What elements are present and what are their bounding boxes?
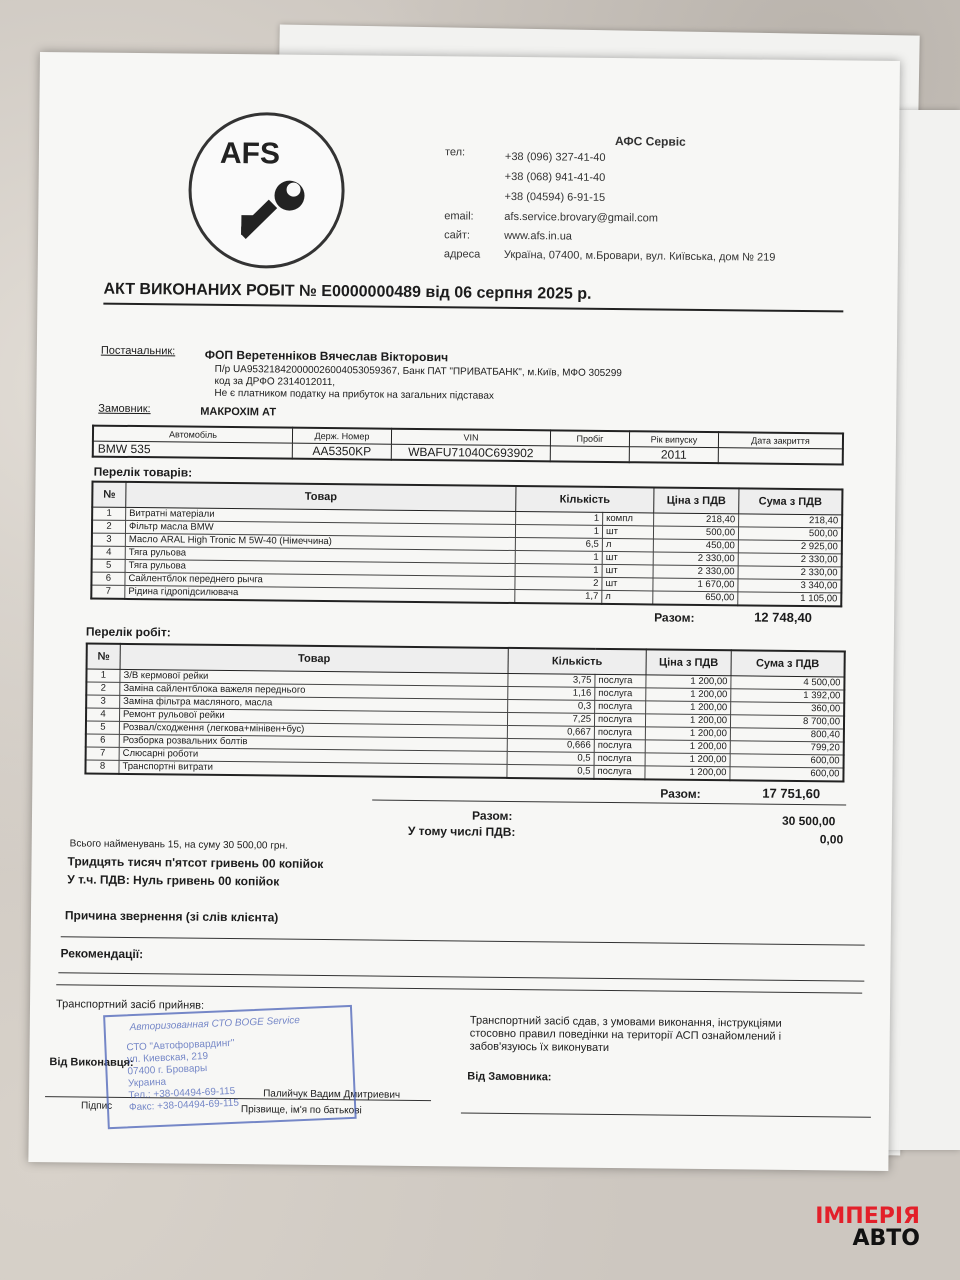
- document-sheet: [28, 52, 900, 1171]
- supplier-name: ФОП Веретенніков Вячеслав Вікторович: [204, 347, 449, 365]
- row-sum: 1 105,00: [738, 592, 842, 607]
- stamp-text: Тел.: +38-04494-69-115: [128, 1085, 236, 1102]
- row-sum: 800,40: [730, 728, 844, 742]
- recommendations-label: Рекомендації:: [60, 946, 144, 962]
- row-number: 2: [86, 682, 120, 695]
- car-header: Рік випуску: [629, 431, 718, 447]
- customer-name: МАКРОХІМ АТ: [200, 405, 277, 419]
- goods-total: 12 748,40: [754, 609, 813, 626]
- row-unit: послуга: [594, 765, 645, 779]
- row-sum: 3 340,00: [738, 579, 842, 593]
- row-number: 3: [92, 533, 126, 546]
- car-year: 2011: [629, 447, 718, 463]
- row-price: 1 200,00: [645, 753, 730, 767]
- row-unit: послуга: [594, 713, 645, 727]
- recommendations-line: [56, 984, 862, 993]
- stamp-text: ул. Киевская, 219: [126, 1050, 209, 1066]
- watermark-line2: АВТО: [852, 1226, 920, 1251]
- row-number: 5: [92, 559, 126, 572]
- row-qty: 1: [515, 525, 602, 539]
- row-price: 2 330,00: [653, 565, 738, 579]
- goods-header: Сума з ПДВ: [739, 488, 843, 515]
- summary-count: Всього найменувань 15, на суму 30 500,00 грн.: [69, 838, 288, 852]
- row-unit: компл: [603, 512, 654, 526]
- works-header: Кількість: [508, 648, 646, 675]
- supplier-bank: П/р UA953218420000026004053059367, Банк ПАТ "ПРИВАТБАНК", м.Київ, МФО 305299: [214, 363, 622, 380]
- signature-label: Підпис: [80, 1100, 113, 1112]
- row-qty: 2: [515, 577, 602, 591]
- car-header: Дата закриття: [718, 432, 843, 449]
- row-name: Розвал/сходження (легкова+мінівен+бус): [119, 721, 507, 738]
- row-price: 1 200,00: [646, 675, 731, 689]
- row-number: 7: [91, 585, 125, 599]
- car-vin: WBAFU71040C693902: [391, 444, 550, 461]
- summary-vat-label: У тому числі ПДВ:: [407, 823, 516, 840]
- handover-terms: Транспортний засіб сдав, з умовами виконання, інструкціями стосовно правил поведінки на території АСП ознайомлений і забов'язуюсь їх виконувати: [469, 1014, 782, 1055]
- reason-line: [61, 936, 865, 945]
- row-sum: 2 330,00: [738, 553, 842, 567]
- row-qty: 0,667: [507, 725, 594, 739]
- car-table: [92, 425, 844, 466]
- address-label: адреса: [443, 248, 481, 261]
- company-contacts: [444, 132, 846, 286]
- row-number: 2: [92, 520, 126, 533]
- row-number: 1: [92, 507, 126, 520]
- company-logo: [188, 112, 346, 270]
- site: www.afs.in.ua: [504, 229, 573, 243]
- stamp-text: Факс: +38-04494-69-115: [128, 1097, 240, 1114]
- watermark-logo: [796, 1206, 920, 1250]
- row-price: 2 330,00: [653, 552, 738, 566]
- row-name: Тяга рульова: [125, 546, 515, 563]
- row-price: 1 200,00: [646, 701, 731, 715]
- site-label: сайт:: [444, 229, 471, 242]
- row-name: Транспортні витрати: [119, 760, 507, 778]
- row-qty: 3,75: [508, 673, 595, 687]
- row-sum: 218,40: [739, 514, 843, 528]
- row-qty: 0,666: [507, 738, 594, 752]
- row-qty: 1: [516, 512, 603, 526]
- row-unit: шт: [602, 577, 653, 591]
- stamp-text: 07400 г. Бровары: [127, 1063, 208, 1078]
- email-label: email:: [444, 210, 474, 223]
- row-number: 4: [86, 708, 120, 721]
- row-unit: шт: [602, 525, 653, 539]
- row-number: 6: [91, 572, 125, 585]
- goods-header: №: [92, 482, 126, 508]
- summary-vat-words: У т.ч. ПДВ: Нуль гривень 00 копійок: [67, 872, 280, 889]
- row-unit: шт: [602, 551, 653, 565]
- works-section-title: Перелік робіт:: [85, 624, 171, 640]
- row-price: 1 200,00: [645, 714, 730, 728]
- company-name: АФС Сервіс: [615, 134, 686, 149]
- customer-label: Замовник:: [98, 402, 151, 416]
- row-number: 5: [86, 721, 120, 734]
- row-sum: 1 392,00: [731, 689, 845, 703]
- row-sum: 500,00: [738, 527, 842, 541]
- car-header: Автомобіль: [93, 426, 293, 444]
- row-name: Тяга рульова: [125, 559, 515, 576]
- title-divider: [103, 303, 843, 313]
- customer-sign-label: Від Замовника:: [467, 1070, 552, 1084]
- row-price: 218,40: [654, 513, 739, 527]
- row-sum: 360,00: [731, 702, 845, 716]
- goods-section-title: Перелік товарів:: [93, 464, 193, 480]
- works-table: [84, 643, 845, 783]
- row-sum: 4 500,00: [731, 676, 845, 690]
- car-header: Пробіг: [550, 430, 629, 446]
- customer-sign-line: [461, 1112, 871, 1117]
- works-total: 17 751,60: [762, 785, 821, 802]
- phone-label: тел:: [444, 146, 466, 159]
- row-name: З/В кермової рейки: [120, 669, 508, 686]
- row-price: 1 670,00: [653, 578, 738, 592]
- reason-label: Причина звернення (зі слів клієнта): [64, 908, 279, 925]
- row-name: Рідина гідропідсилювача: [125, 585, 515, 603]
- summary-total: 30 500,00: [781, 813, 836, 829]
- row-qty: 1,7: [515, 590, 602, 604]
- logo-text: AFS: [219, 136, 281, 171]
- works-total-label: Разом:: [660, 786, 701, 801]
- row-price: 500,00: [653, 526, 738, 540]
- row-name: Витратні матеріали: [126, 507, 516, 524]
- row-name: Заміна сайлентблока важеля переднього: [120, 682, 508, 699]
- row-qty: 6,5: [515, 538, 602, 552]
- executor-label: Від Виконавця:: [49, 1056, 134, 1070]
- row-sum: 2 330,00: [738, 566, 842, 580]
- name-label: Прізвище, ім'я по батькові: [240, 1104, 362, 1117]
- row-sum: 600,00: [730, 754, 844, 768]
- works-header: Ціна з ПДВ: [646, 649, 731, 675]
- supplier-code: код за ДРФО 2314012011,: [214, 375, 336, 389]
- works-header: №: [87, 644, 121, 670]
- goods-table: [90, 481, 843, 608]
- company-stamp: [103, 1005, 357, 1129]
- row-name: Розборка розвальних болтів: [119, 734, 507, 751]
- row-qty: 1: [515, 564, 602, 578]
- row-sum: 2 925,00: [738, 540, 842, 554]
- goods-header: Товар: [126, 482, 516, 512]
- row-qty: 1: [515, 551, 602, 565]
- row-price: 1 200,00: [645, 727, 730, 741]
- phone: +38 (04594) 6-91-15: [504, 190, 606, 204]
- goods-total-label: Разом:: [654, 610, 695, 625]
- car-mileage: [550, 446, 629, 462]
- row-qty: 0,5: [507, 751, 594, 765]
- car-close-date: [718, 448, 843, 465]
- stamp-text: Авторизованная СТО BOGE Service: [129, 1015, 301, 1034]
- row-name: Фільтр масла BMW: [125, 520, 515, 537]
- email: afs.service.brovary@gmail.com: [504, 210, 658, 225]
- stamp-text: СТО "Автофорвардинг": [126, 1037, 235, 1054]
- row-name: Слюсарні роботи: [119, 747, 507, 764]
- row-unit: послуга: [595, 687, 646, 701]
- works-header: Сума з ПДВ: [731, 650, 845, 677]
- row-unit: послуга: [594, 726, 645, 740]
- row-number: 7: [86, 747, 120, 760]
- summary-vat: 0,00: [819, 832, 844, 847]
- row-unit: л: [602, 590, 653, 604]
- recommendations-line: [58, 972, 864, 981]
- address: Україна, 07400, м.Бровари, вул. Київська, дом № 219: [503, 248, 776, 264]
- row-price: 1 200,00: [645, 740, 730, 754]
- car-header: VIN: [391, 429, 550, 446]
- row-unit: послуга: [594, 752, 645, 766]
- row-unit: шт: [602, 564, 653, 578]
- vehicle-accepted-label: Транспортний засіб прийняв:: [55, 998, 205, 1012]
- goods-header: Кількість: [516, 486, 654, 513]
- summary-total-label: Разом:: [471, 808, 513, 823]
- works-header: Товар: [120, 644, 508, 674]
- row-sum: 8 700,00: [730, 715, 844, 729]
- executor-name: Палийчук Вадим Дмитриевич: [263, 1088, 401, 1101]
- row-unit: л: [602, 538, 653, 552]
- row-number: 1: [86, 669, 120, 682]
- supplier-label: Постачальник:: [100, 344, 176, 358]
- row-price: 450,00: [653, 539, 738, 553]
- row-price: 1 200,00: [645, 766, 730, 780]
- summary-words: Тридцять тисяч п'ятсот гривень 00 копійок: [67, 854, 324, 872]
- row-qty: 0,3: [508, 699, 595, 713]
- stamp-text: Украина: [127, 1076, 167, 1090]
- row-name: Сайлентблок переднего рычга: [125, 572, 515, 589]
- row-number: 8: [85, 760, 119, 774]
- phone: +38 (096) 327-41-40: [504, 150, 606, 164]
- row-number: 6: [86, 734, 120, 747]
- car-model: BMW 535: [93, 441, 293, 459]
- car-header: Держ. Номер: [292, 428, 391, 445]
- row-price: 1 200,00: [646, 688, 731, 702]
- watermark-line1: ІМПЕРІЯ: [815, 1204, 920, 1229]
- phone: +38 (068) 941-41-40: [504, 170, 606, 184]
- row-qty: 7,25: [507, 712, 594, 726]
- row-name: Масло ARAL High Tronic M 5W-40 (Німеччина): [125, 533, 515, 550]
- row-unit: послуга: [595, 700, 646, 714]
- row-qty: 0,5: [507, 764, 594, 778]
- row-number: 4: [92, 546, 126, 559]
- supplier-tax: Не є платником податку на прибуток на загальних підставах: [214, 387, 494, 402]
- row-sum: 799,20: [730, 741, 844, 755]
- row-price: 650,00: [653, 591, 738, 605]
- row-name: Заміна фільтра масляного, масла: [120, 695, 508, 712]
- row-qty: 1,16: [508, 686, 595, 700]
- row-unit: послуга: [595, 674, 646, 688]
- row-sum: 600,00: [730, 767, 844, 782]
- row-unit: послуга: [594, 739, 645, 753]
- wrench-icon: [241, 175, 312, 246]
- document-title: АКТ ВИКОНАНИХ РОБІТ № Е0000000489 від 06 серпня 2025 р.: [103, 280, 592, 303]
- row-number: 3: [86, 695, 120, 708]
- goods-header: Ціна з ПДВ: [654, 487, 739, 513]
- row-name: Ремонт рульової рейки: [119, 708, 507, 725]
- car-plate: AA5350KP: [292, 443, 391, 460]
